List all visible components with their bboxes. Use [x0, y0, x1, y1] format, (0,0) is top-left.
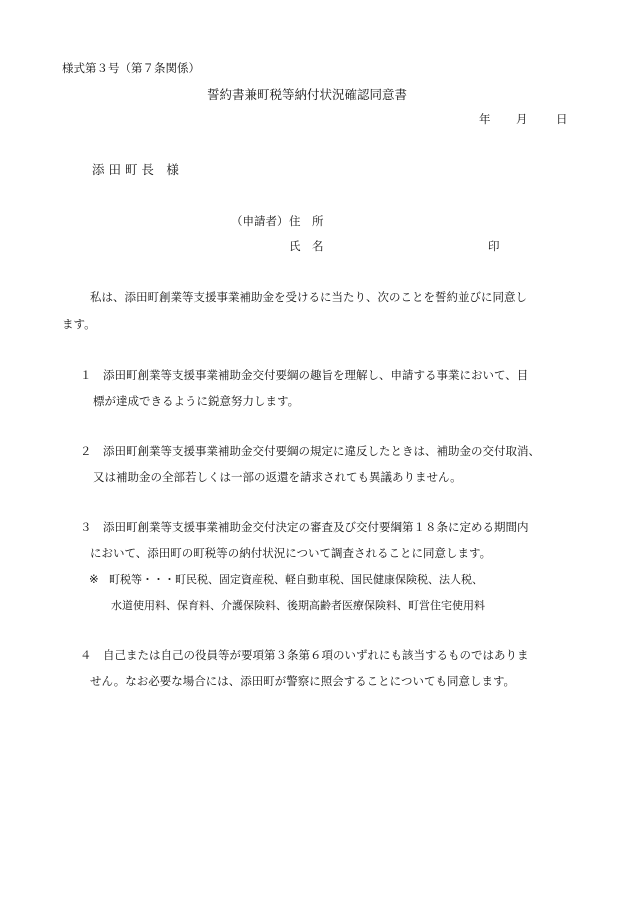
item-line-1: 添田町創業等支援事業補助金交付決定の審査及び交付要綱第１８条に定める期間内	[103, 520, 529, 534]
form-number: 様式第３号（第７条関係）	[62, 61, 200, 75]
item-number: ３	[80, 520, 92, 534]
note-line-2: 水道使用料、保育料、介護保険料、後期高齢者医療保険料、町営住宅使用料	[111, 599, 485, 612]
item-number: ４	[80, 648, 92, 662]
date-month-label: 月	[516, 112, 528, 126]
item-line-2: 又は補助金の全部若しくは一部の返還を請求されても異議ありません。	[93, 470, 462, 484]
item-number: １	[80, 368, 92, 382]
addressee: 添 田 町 長 様	[92, 162, 179, 177]
applicant-label: （申請者）	[231, 214, 289, 228]
intro-line-1: 私は、添田町創業等支援事業補助金を受けるに当たり、次のことを誓約並びに同意し	[90, 290, 527, 304]
seal-mark: 印	[488, 239, 500, 253]
item-line-1: 添田町創業等支援事業補助金交付要綱の規定に違反したときは、補助金の交付取消、	[103, 444, 540, 458]
note-mark: ※	[89, 572, 99, 586]
document-title: 誓約書兼町税等納付状況確認同意書	[207, 87, 408, 102]
item-line-1: 自己または自己の役員等が要項第３条第６項のいずれにも該当するものではありま	[103, 648, 529, 662]
item-line-1: 添田町創業等支援事業補助金交付要綱の趣旨を理解し、申請する事業において、目	[103, 368, 529, 382]
address-label: 住 所	[289, 214, 324, 228]
item-number: ２	[80, 444, 92, 458]
name-label: 氏 名	[289, 239, 324, 253]
item-line-2: 標が達成できるように鋭意努力します。	[93, 394, 300, 408]
date-year-label: 年	[479, 112, 491, 126]
item-line-2: において、添田町の町税等の納付状況について調査されることに同意します。	[90, 546, 492, 560]
intro-line-2: ます。	[62, 317, 96, 331]
date-day-label: 日	[556, 112, 568, 126]
note-line-1: 町税等・・・町民税、固定資産税、軽自動車税、国民健康保険税、法人税、	[109, 573, 483, 586]
item-line-2: せん。なお必要な場合には、添田町が警察に照会することについても同意します。	[90, 674, 516, 688]
